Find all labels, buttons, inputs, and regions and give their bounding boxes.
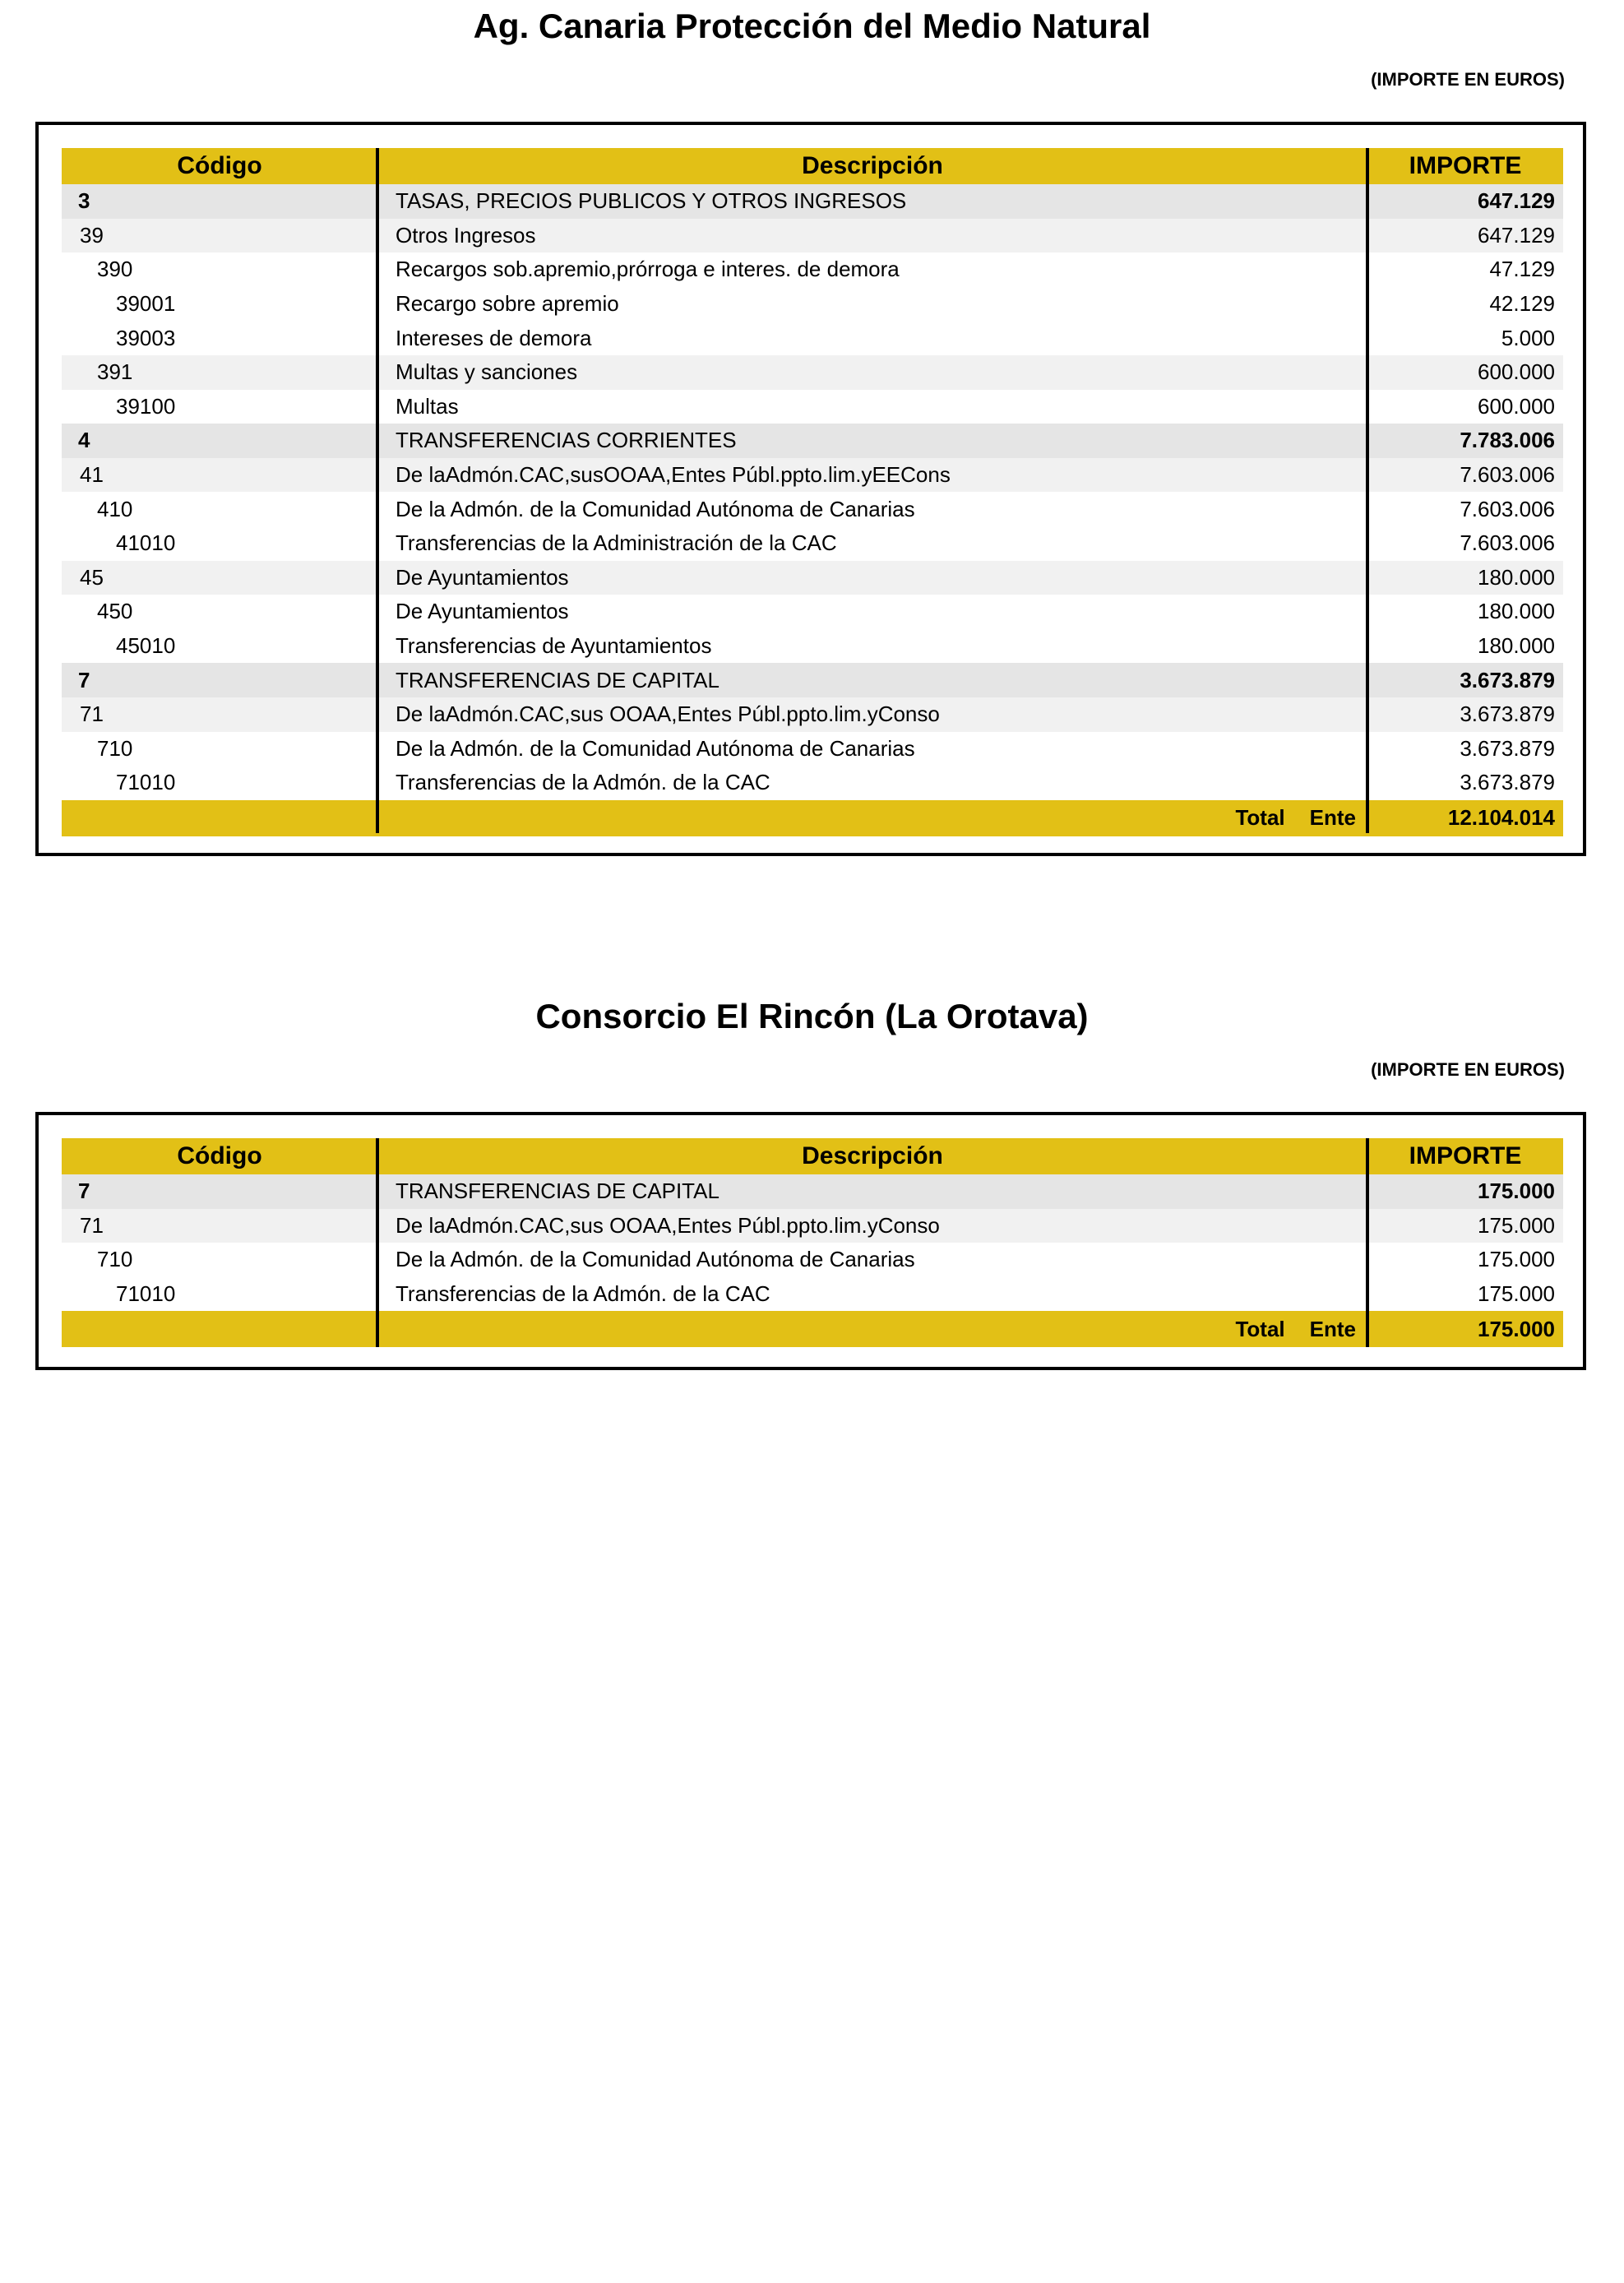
total-amount: 175.000 [1478, 1316, 1555, 1341]
row-amount: 7.603.006 [1460, 496, 1555, 521]
row-code: 391 [97, 359, 133, 385]
row-code: 39 [80, 222, 104, 248]
row-code: 45 [80, 564, 104, 590]
table-row [62, 1277, 1563, 1312]
table-header-row [62, 1138, 1563, 1174]
table-row [62, 252, 1563, 287]
table-row [62, 595, 1563, 629]
row-description: TRANSFERENCIAS DE CAPITAL [396, 667, 719, 692]
total-amount: 12.104.014 [1447, 805, 1555, 831]
row-description: De laAdmón.CAC,susOOAA,Entes Públ.ppto.lim.yEECons [396, 462, 951, 488]
table-row [62, 287, 1563, 322]
row-code: 7 [78, 1179, 90, 1204]
row-code: 710 [97, 735, 133, 761]
row-description: Intereses de demora [396, 325, 592, 350]
row-description: Transferencias de la Admón. de la CAC [396, 770, 770, 795]
row-amount: 7.603.006 [1460, 462, 1555, 488]
row-code: 45010 [116, 633, 176, 659]
total-code-cell [62, 800, 377, 836]
total-code-cell [62, 1311, 377, 1347]
row-amount: 42.129 [1489, 291, 1555, 317]
total-label: Total [1235, 1316, 1285, 1341]
row-description: De Ayuntamientos [396, 564, 569, 590]
table-header-row [62, 148, 1563, 184]
row-description: De la Admón. de la Comunidad Autónoma de Canarias [396, 496, 915, 521]
row-description: Transferencias de Ayuntamientos [396, 633, 712, 659]
row-description: De laAdmón.CAC,sus OOAA,Entes Públ.ppto.lim.yConso [396, 1212, 940, 1238]
row-amount: 7.603.006 [1460, 530, 1555, 556]
table-row [62, 492, 1563, 526]
table-row [62, 184, 1563, 219]
table-row [62, 458, 1563, 493]
table-row [62, 526, 1563, 561]
row-code: 410 [97, 496, 133, 521]
row-code: 4 [78, 428, 90, 453]
header-amount: IMPORTE [1409, 1142, 1522, 1169]
row-code: 41 [80, 462, 104, 488]
row-description: De la Admón. de la Comunidad Autónoma de Canarias [396, 735, 915, 761]
total-label-cell [377, 1311, 1367, 1347]
row-code: 39001 [116, 291, 176, 317]
row-amount: 47.129 [1489, 257, 1555, 282]
row-code: 71010 [116, 770, 176, 795]
row-description: De Ayuntamientos [396, 599, 569, 624]
row-description: Recargos sob.apremio,prórroga e interes. de demora [396, 257, 900, 282]
row-description: TASAS, PRECIOS PUBLICOS Y OTROS INGRESOS [396, 188, 907, 214]
row-code: 3 [78, 188, 90, 214]
row-amount: 3.673.879 [1460, 667, 1555, 692]
row-description: TRANSFERENCIAS DE CAPITAL [396, 1179, 719, 1204]
total-row [62, 1311, 1563, 1347]
row-code: 390 [97, 257, 133, 282]
row-description: Otros Ingresos [396, 222, 536, 248]
row-amount: 3.673.879 [1460, 702, 1555, 727]
header-amount: IMPORTE [1409, 152, 1522, 179]
header-description: Descripción [802, 152, 943, 179]
header-code: Código [177, 152, 262, 179]
table-row [62, 697, 1563, 732]
table-frame [35, 1112, 1586, 1370]
table-row [62, 321, 1563, 355]
row-amount: 175.000 [1478, 1281, 1555, 1307]
header-code: Código [177, 1142, 262, 1169]
total-row [62, 800, 1563, 836]
units-label: (IMPORTE EN EUROS) [1371, 1059, 1565, 1080]
row-code: 710 [97, 1247, 133, 1272]
table-row [62, 766, 1563, 800]
row-code: 71 [80, 1212, 104, 1238]
total-entity-label: Ente [1309, 1316, 1356, 1341]
row-amount: 180.000 [1478, 599, 1555, 624]
total-label: Total [1235, 805, 1285, 831]
row-amount: 180.000 [1478, 564, 1555, 590]
table-row [62, 355, 1563, 390]
row-code: 71010 [116, 1281, 176, 1307]
row-description: Multas [396, 393, 459, 419]
row-amount: 647.129 [1478, 222, 1555, 248]
units-label: (IMPORTE EN EUROS) [1371, 69, 1565, 90]
row-amount: 600.000 [1478, 359, 1555, 385]
row-amount: 600.000 [1478, 393, 1555, 419]
row-description: Transferencias de la Admón. de la CAC [396, 1281, 770, 1307]
row-amount: 180.000 [1478, 633, 1555, 659]
column-divider [376, 148, 379, 833]
row-code: 39003 [116, 325, 176, 350]
row-description: Transferencias de la Administración de la CAC [396, 530, 837, 556]
table-row [62, 1174, 1563, 1209]
row-amount: 3.673.879 [1460, 735, 1555, 761]
row-description: De laAdmón.CAC,sus OOAA,Entes Públ.ppto.lim.yConso [396, 702, 940, 727]
table-row [62, 424, 1563, 458]
row-description: TRANSFERENCIAS CORRIENTES [396, 428, 737, 453]
row-description: Multas y sanciones [396, 359, 578, 385]
table-row [62, 629, 1563, 664]
row-amount: 3.673.879 [1460, 770, 1555, 795]
table-row [62, 663, 1563, 697]
total-label-cell [377, 800, 1367, 836]
table-row [62, 1243, 1563, 1277]
table-frame [35, 122, 1586, 856]
row-amount: 647.129 [1478, 188, 1555, 214]
table-row [62, 219, 1563, 253]
section-title: Consorcio El Rincón (La Orotava) [535, 997, 1089, 1035]
table-row [62, 732, 1563, 766]
row-code: 450 [97, 599, 133, 624]
row-amount: 175.000 [1478, 1179, 1555, 1204]
row-code: 41010 [116, 530, 176, 556]
row-description: De la Admón. de la Comunidad Autónoma de Canarias [396, 1247, 915, 1272]
column-divider [1366, 1138, 1369, 1347]
header-description: Descripción [802, 1142, 943, 1169]
section-title: Ag. Canaria Protección del Medio Natural [473, 7, 1151, 45]
row-code: 71 [80, 702, 104, 727]
row-description: Recargo sobre apremio [396, 291, 619, 317]
row-code: 39100 [116, 393, 176, 419]
row-amount: 175.000 [1478, 1247, 1555, 1272]
row-code: 7 [78, 667, 90, 692]
table-row [62, 561, 1563, 595]
column-divider [1366, 148, 1369, 833]
table-row [62, 1209, 1563, 1243]
row-amount: 5.000 [1501, 325, 1555, 350]
column-divider [376, 1138, 379, 1347]
row-amount: 7.783.006 [1460, 428, 1555, 453]
budget-table [62, 1138, 1563, 1347]
total-entity-label: Ente [1309, 805, 1356, 831]
row-amount: 175.000 [1478, 1212, 1555, 1238]
budget-table [62, 148, 1563, 836]
table-row [62, 390, 1563, 424]
